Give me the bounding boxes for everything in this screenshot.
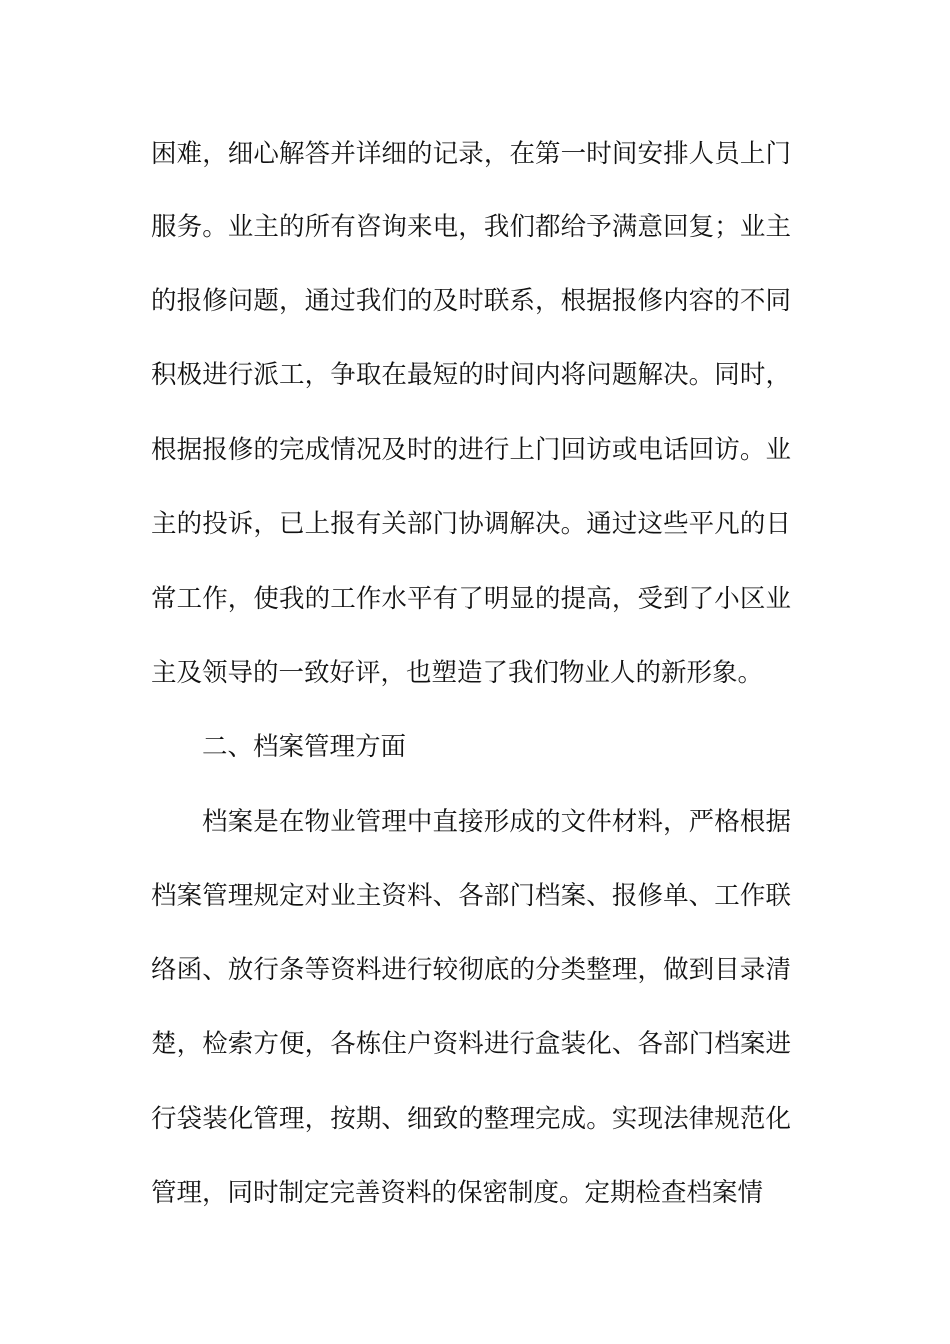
paragraph-line-12: 楚，检索方便，各栋住户资料进行盒装化、各部门档案进 — [151, 1029, 791, 1059]
paragraph-line-3: 的报修问题，通过我们的及时联系，根据报修内容的不同 — [151, 286, 791, 316]
paragraph-line-10: 档案管理规定对业主资料、各部门档案、报修单、工作联 — [151, 881, 791, 911]
paragraph-line-2: 服务。业主的所有咨询来电，我们都给予满意回复；业主 — [151, 212, 791, 242]
paragraph-line-11: 络函、放行条等资料进行较彻底的分类整理，做到目录清 — [151, 955, 791, 985]
paragraph-line-6: 主的投诉，已上报有关部门协调解决。通过这些平凡的日 — [151, 509, 791, 539]
paragraph-line-7: 常工作，使我的工作水平有了明显的提高，受到了小区业 — [151, 584, 791, 614]
paragraph-line-5: 根据报修的完成情况及时的进行上门回访或电话回访。业 — [151, 435, 791, 465]
paragraph-line-14: 管理，同时制定完善资料的保密制度。定期检查档案情 — [151, 1178, 764, 1208]
paragraph-line-8: 主及领导的一致好评，也塑造了我们物业人的新形象。 — [151, 658, 764, 688]
paragraph-line-13: 行袋装化管理，按期、细致的整理完成。实现法律规范化 — [151, 1104, 791, 1134]
paragraph-line-1: 困难，细心解答并详细的记录，在第一时间安排人员上门 — [151, 139, 791, 169]
paragraph-line-9: 档案是在物业管理中直接形成的文件材料，严格根据 — [202, 807, 791, 837]
section-heading: 二、档案管理方面 — [202, 732, 407, 762]
paragraph-line-4: 积极进行派工，争取在最短的时间内将问题解决。同时， — [151, 360, 791, 390]
